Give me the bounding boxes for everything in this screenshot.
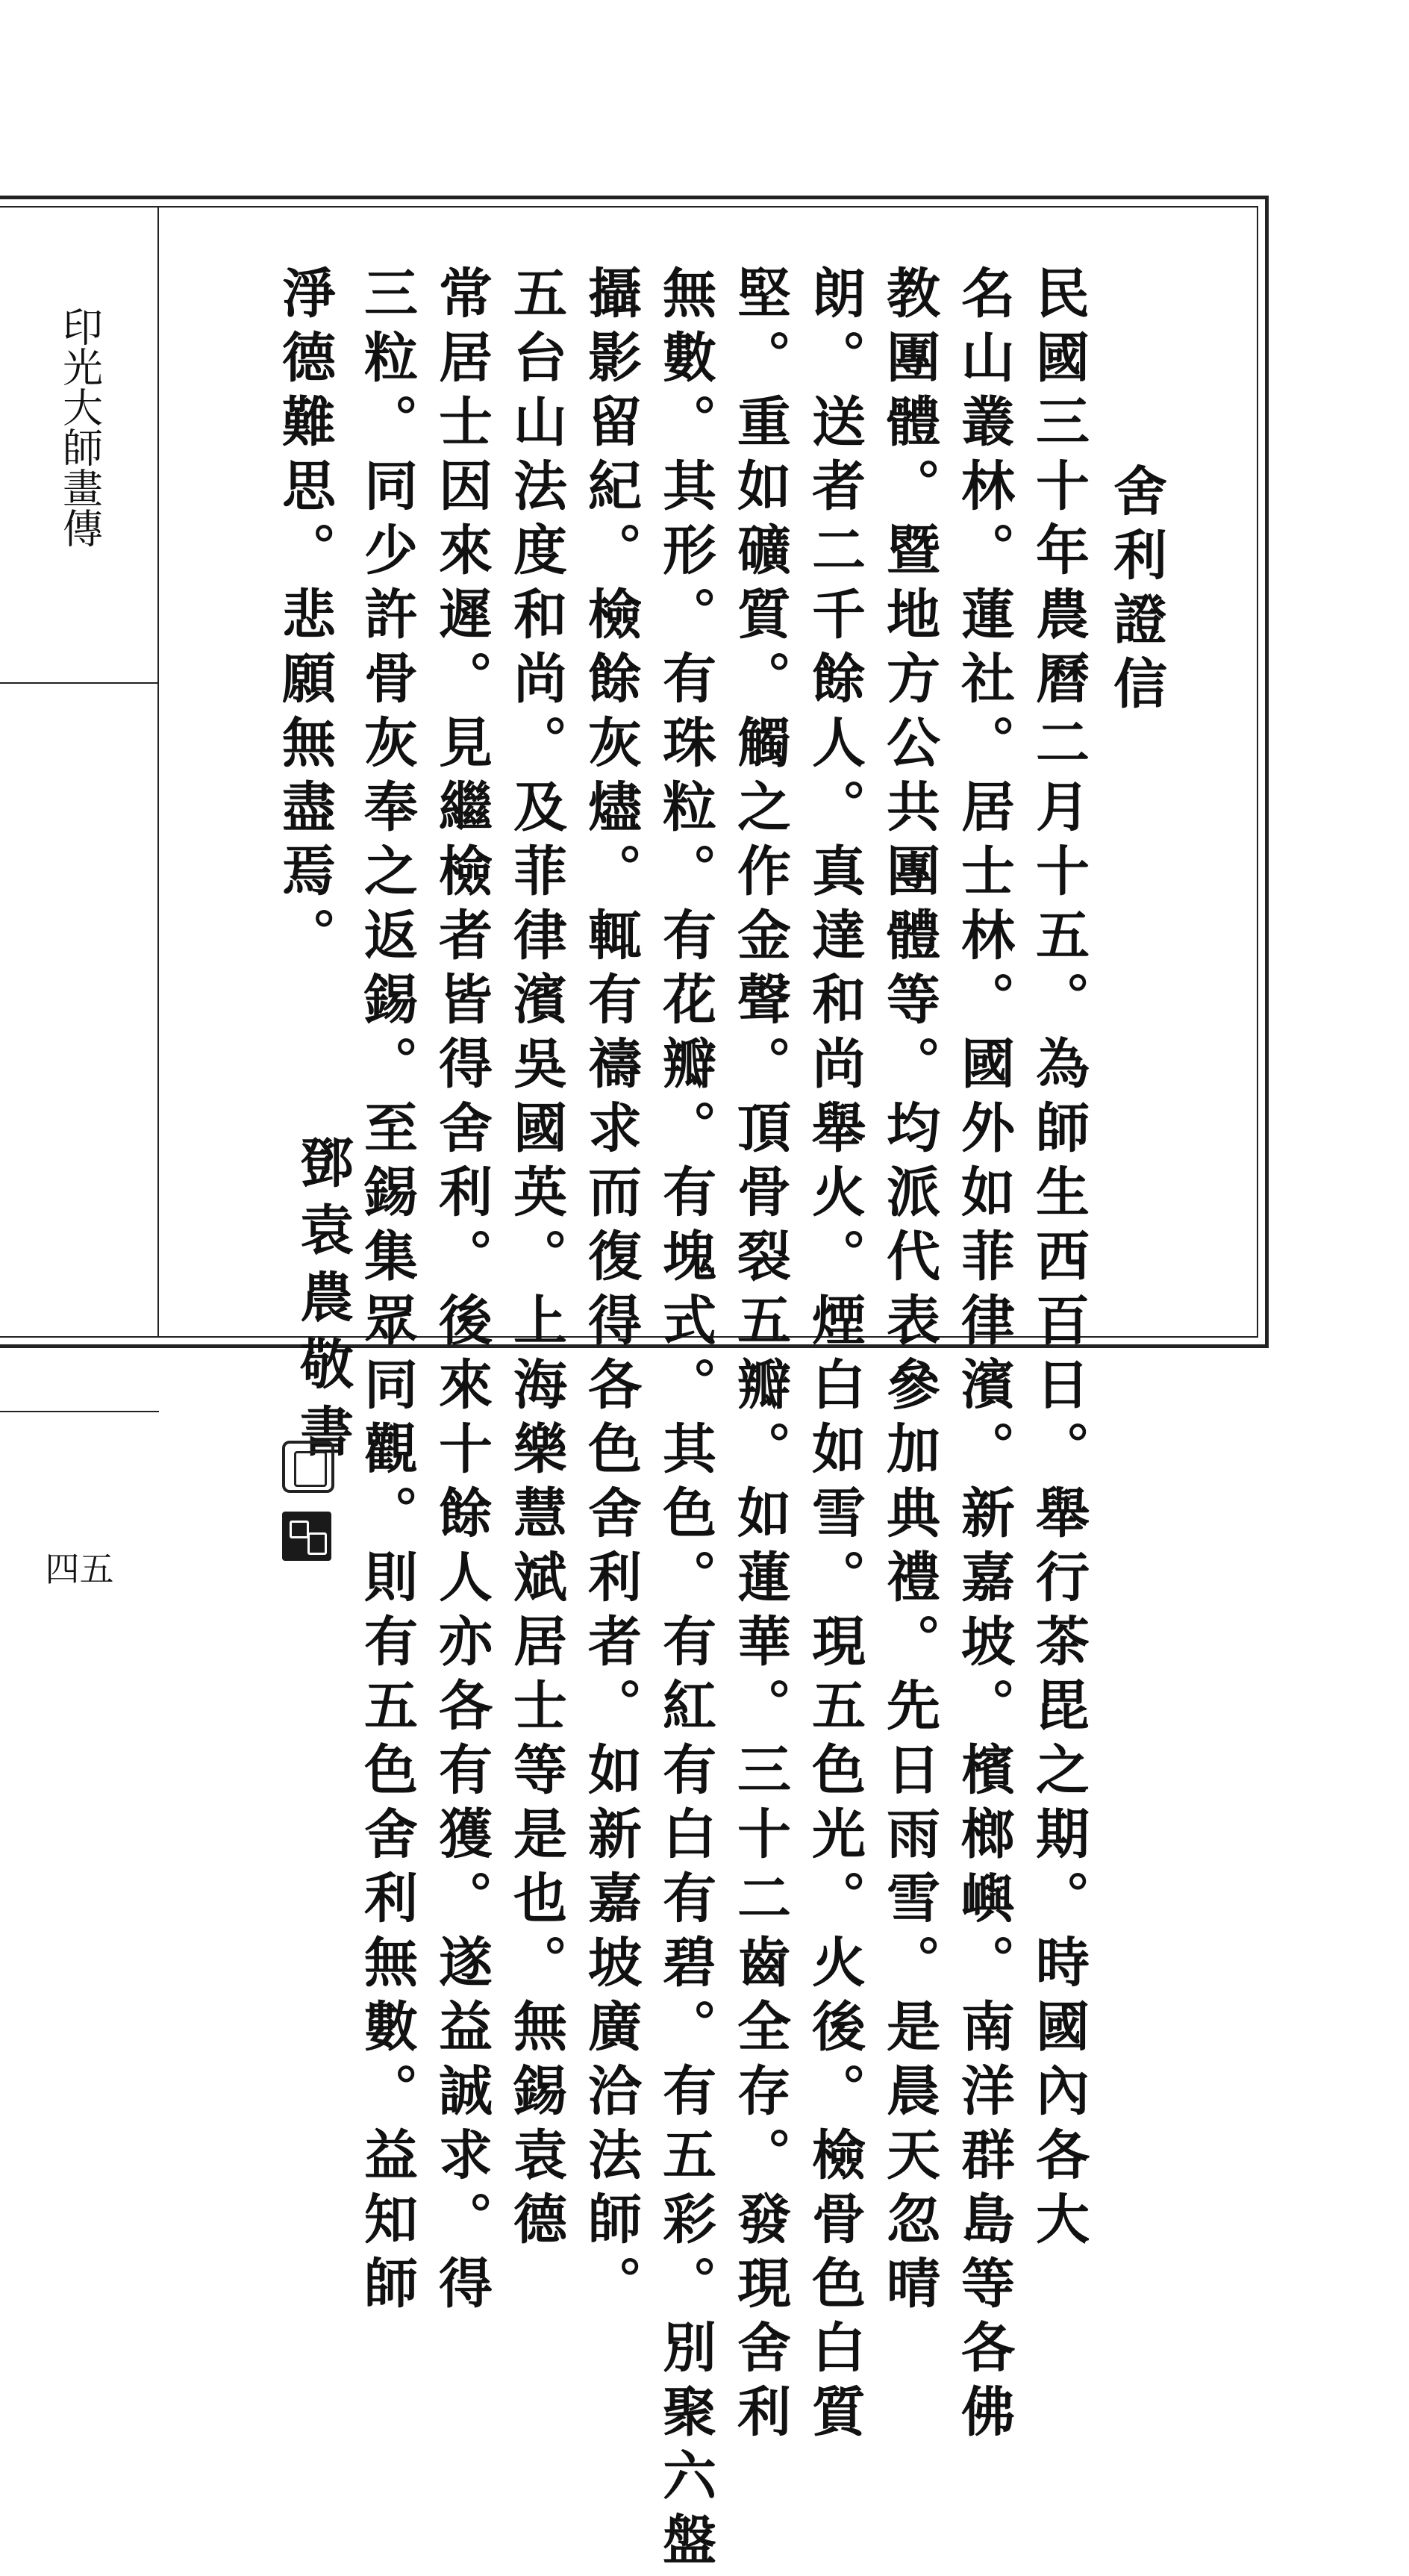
book-title-char: 大 [56, 387, 104, 427]
text-column: 五台山法度和尚。及菲律濱吳國英。上海樂慧斌居士等是也。無錫袁德 [504, 265, 568, 2255]
seal-stamp-solid [282, 1512, 331, 1561]
signature: 鄧袁農敬書 [291, 1135, 354, 1471]
text-column: 淨德難思。悲願無盡焉。 [273, 265, 337, 971]
seal-stamp-outline [282, 1441, 334, 1493]
text-column: 無數。其形。有珠粒。有花瓣。有塊式。其色。有紅有白有碧。有五彩。別聚六盤 [654, 265, 717, 2576]
text-column: 堅。重如礦質。觸之作金聲。頂骨裂五瓣。如蓮華。三十二齒全存。發現舍利 [728, 265, 792, 2448]
text-column: 三粒。同少許骨灰奉之返錫。至錫集眾同觀。則有五色舍利無數。益知師 [355, 265, 419, 2319]
text-column: 攝影留紀。檢餘灰燼。輒有禱求而復得各色舍利者。如新嘉坡廣洽法師。 [579, 265, 643, 2319]
book-title [0, 306, 159, 724]
book-title-char: 傳 [56, 508, 104, 548]
book-title-char: 光 [56, 346, 104, 387]
text-column: 名山叢林。蓮社。居士林。國外如菲律濱。新嘉坡。檳榔嶼。南洋群島等各佛 [952, 265, 1016, 2448]
margin-rule-bottom [0, 1411, 159, 1412]
text-column: 常居士因來遲。見繼檢者皆得舍利。後來十餘人亦各有獲。遂益誠求。得 [430, 265, 493, 2319]
page-number: 四五 [45, 1549, 114, 1589]
text-column: 教團體。暨地方公共團體等。均派代表參加典禮。先日雨雪。是晨天忽晴 [878, 265, 941, 2319]
text-column: 朗。送者二千餘人。真達和尚舉火。煙白如雪。現五色光。火後。檢骨色白質 [803, 265, 866, 2448]
text-heading: 舍利證信 [1105, 463, 1168, 720]
text-column: 民國三十年農曆二月十五。為師生西百日。舉行茶毘之期。時國內各大 [1027, 265, 1090, 2255]
book-title-char: 師 [56, 427, 104, 467]
book-title-char: 畫 [56, 467, 104, 508]
book-title-char: 印 [56, 306, 104, 346]
